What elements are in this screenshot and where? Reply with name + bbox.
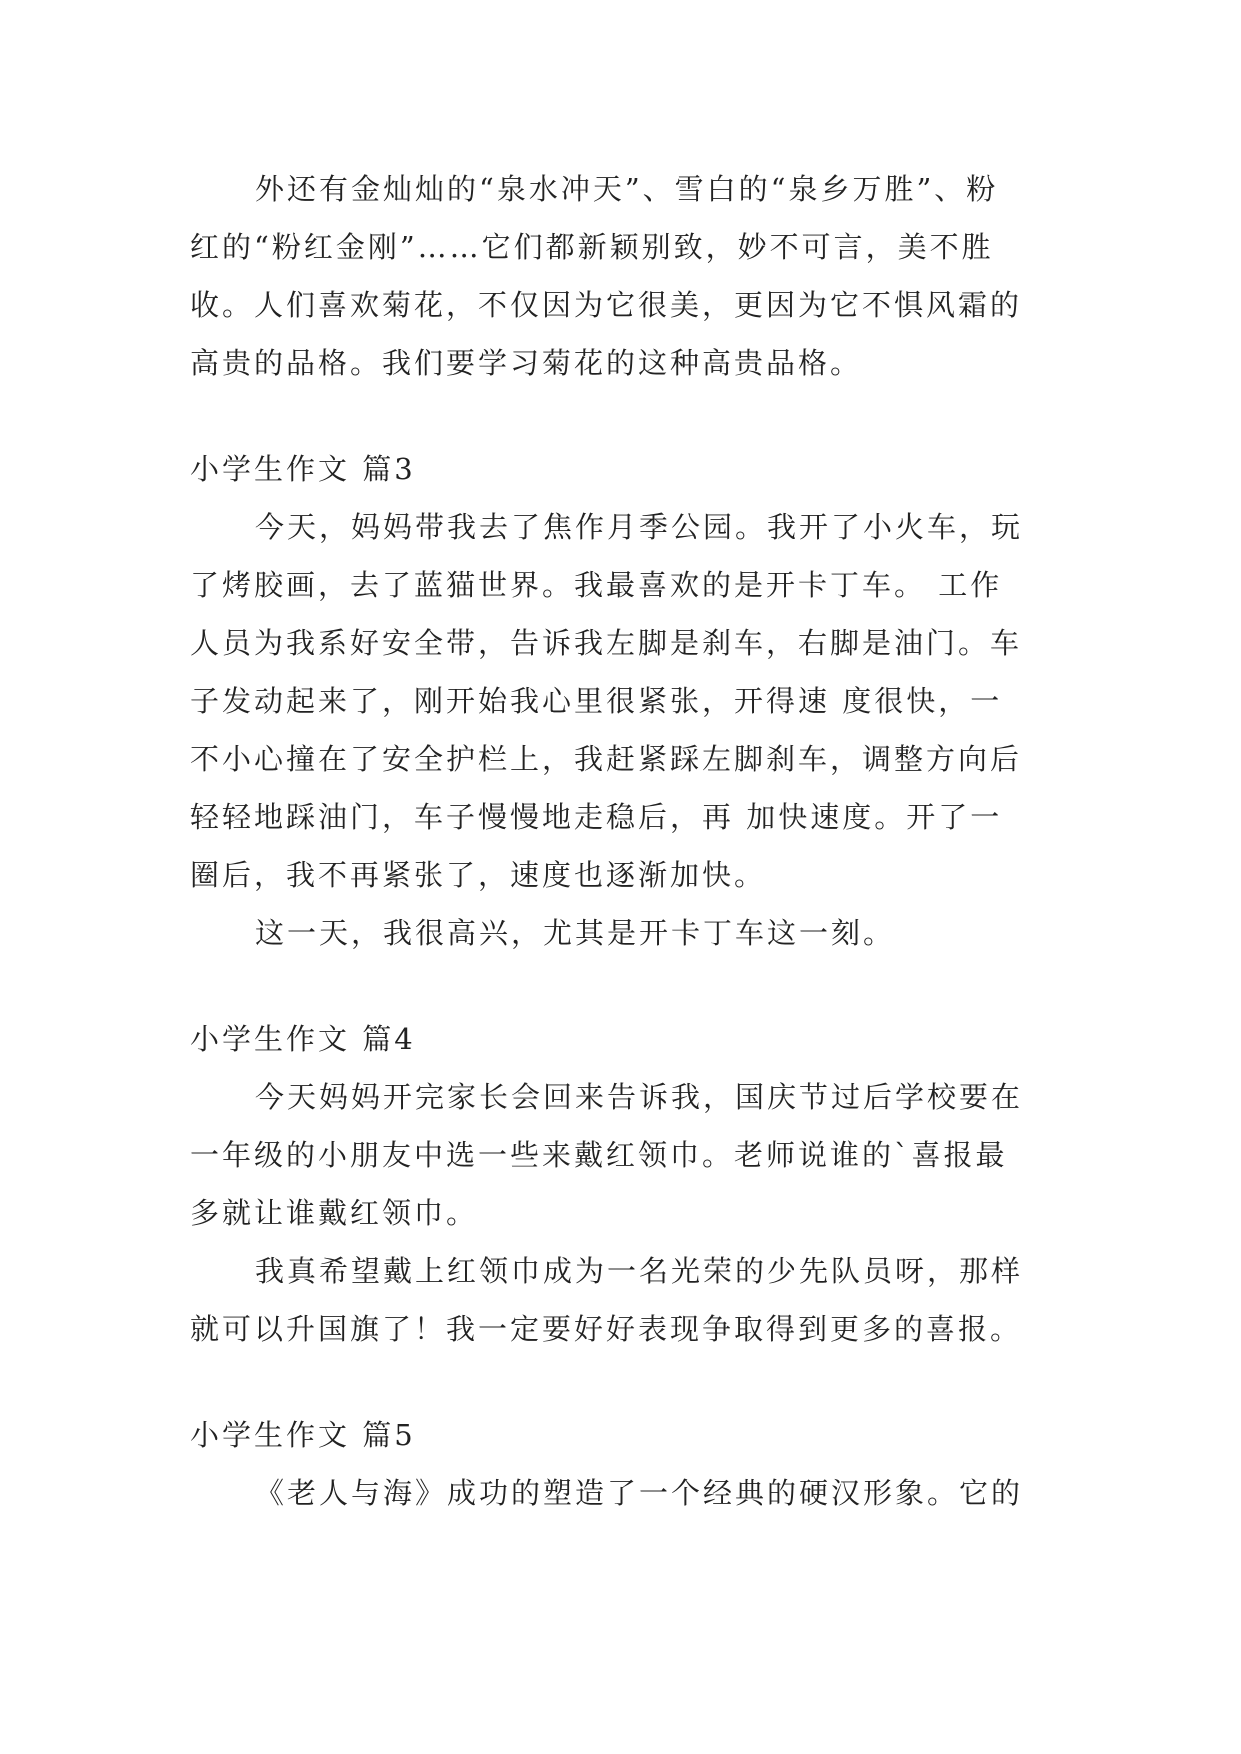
text-line: 人员为我系好安全带，告诉我左脚是刹车，右脚是油门。车 [190,626,1023,660]
text-line: 了烤胶画，去了蓝猫世界。我最喜欢的是开卡丁车。 工作 [190,568,1003,602]
section-heading: 小学生作文 篇3 [190,452,416,486]
text-line: 一年级的小朋友中选一些来戴红领巾。老师说谁的`喜报最 [190,1138,1008,1172]
text-line: 不小心撞在了安全护栏上，我赶紧踩左脚刹车，调整方向后 [190,742,1023,776]
text-line: 高贵的品格。我们要学习菊花的这种高贵品格。 [190,346,863,380]
text-line: 就可以升国旗了！我一定要好好表现争取得到更多的喜报。 [190,1312,1023,1346]
essay-section [190,160,1060,392]
section-heading: 小学生作文 篇5 [190,1418,416,1452]
essay-section [190,440,1060,962]
section-heading: 小学生作文 篇4 [190,1022,416,1056]
text-line: 多就让谁戴红领巾。 [190,1196,479,1230]
text-line: 我真希望戴上红领巾成为一名光荣的少先队员呀，那样 [255,1254,1024,1288]
paragraph [190,498,1060,904]
paragraph [190,904,1060,962]
section-gap [190,962,1060,1010]
document-page [190,160,1060,1522]
paragraph [190,1464,1060,1522]
text-line: 外还有金灿灿的“泉水冲天”、雪白的“泉乡万胜”、粉 [255,172,999,206]
text-line: 圈后，我不再紧张了，速度也逐渐加快。 [190,858,767,892]
paragraph [190,1242,1060,1358]
text-line: 这一天，我很高兴，尤其是开卡丁车这一刻。 [255,916,896,950]
text-line: 《老人与海》成功的塑造了一个经典的硬汉形象。它的 [255,1476,1024,1510]
paragraph [190,160,1060,392]
text-line: 子发动起来了，刚开始我心里很紧张，开得速 度很快，一 [190,684,1003,718]
text-line: 收。人们喜欢菊花，不仅因为它很美，更因为它不惧风霜的 [190,288,1023,322]
section-gap [190,392,1060,440]
section-gap [190,1358,1060,1406]
text-line: 今天妈妈开完家长会回来告诉我，国庆节过后学校要在 [255,1080,1024,1114]
text-line: 红的“粉红金刚”……它们都新颖别致，妙不可言，美不胜 [190,230,994,264]
essay-section [190,1010,1060,1358]
text-line: 今天，妈妈带我去了焦作月季公园。我开了小火车，玩 [255,510,1024,544]
essay-section [190,1406,1060,1522]
paragraph [190,1068,1060,1242]
text-line: 轻轻地踩油门，车子慢慢地走稳后，再 加快速度。开了一 [190,800,1003,834]
